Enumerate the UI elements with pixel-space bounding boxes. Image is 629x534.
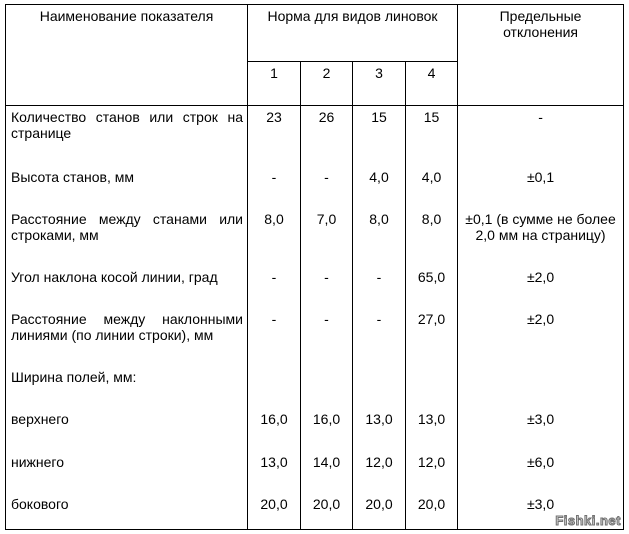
row-label: верхнего	[6, 408, 248, 451]
deviation-cell: -	[458, 106, 624, 166]
row-label: Расстояние между станами или строками, мм	[6, 208, 248, 266]
value-cell: 20,0	[353, 493, 406, 530]
table-row	[6, 308, 624, 366]
row-label: бокового	[6, 493, 248, 530]
value-cell: 13,0	[248, 451, 301, 493]
value-cell	[248, 366, 301, 408]
value-cell: 16,0	[248, 408, 301, 451]
deviation-cell: ±2,0	[458, 308, 624, 366]
row-label: Высота станов, мм	[6, 166, 248, 208]
value-cell: 20,0	[301, 493, 353, 530]
value-cell: 26	[301, 106, 353, 166]
col-header-type-2: 2	[301, 62, 353, 106]
value-cell: -	[248, 308, 301, 366]
col-header-type-3: 3	[353, 62, 406, 106]
col-header-norm-group: Норма для видов линовок	[248, 5, 458, 62]
header-row-main	[6, 5, 624, 62]
value-cell: 8,0	[406, 208, 458, 266]
value-cell: 23	[248, 106, 301, 166]
deviation-cell: ±3,0	[458, 493, 624, 530]
deviation-cell: ±3,0	[458, 408, 624, 451]
table-row	[6, 106, 624, 166]
col-header-name: Наименование показателя	[6, 5, 248, 106]
value-cell: 14,0	[301, 451, 353, 493]
value-cell	[301, 366, 353, 408]
row-label: Расстояние между наклонными линиями (по линии строки), мм	[6, 308, 248, 366]
col-header-type-1: 1	[248, 62, 301, 106]
value-cell: 8,0	[248, 208, 301, 266]
row-label: нижнего	[6, 451, 248, 493]
value-cell: 16,0	[301, 408, 353, 451]
value-cell: -	[248, 166, 301, 208]
value-cell: 15	[353, 106, 406, 166]
deviation-cell	[458, 366, 624, 408]
col-header-deviation: Предельные отклонения	[458, 5, 624, 106]
row-label: Количество станов или строк на странице	[6, 106, 248, 166]
value-cell: 13,0	[353, 408, 406, 451]
watermark: Fishki.net	[555, 513, 621, 528]
col-header-type-4: 4	[406, 62, 458, 106]
value-cell: 20,0	[248, 493, 301, 530]
value-cell: 15	[406, 106, 458, 166]
value-cell	[353, 366, 406, 408]
value-cell: -	[353, 308, 406, 366]
row-label: Ширина полей, мм:	[6, 366, 248, 408]
value-cell: 27,0	[406, 308, 458, 366]
value-cell: 7,0	[301, 208, 353, 266]
value-cell: -	[353, 266, 406, 308]
value-cell: 12,0	[406, 451, 458, 493]
table-row	[6, 166, 624, 208]
specification-table	[5, 4, 624, 530]
deviation-cell: ±6,0	[458, 451, 624, 493]
value-cell: -	[301, 266, 353, 308]
table-row	[6, 493, 624, 530]
value-cell: 4,0	[353, 166, 406, 208]
table-row	[6, 208, 624, 266]
row-label: Угол наклона косой линии, град	[6, 266, 248, 308]
table-row	[6, 266, 624, 308]
deviation-cell: ±0,1 (в сумме не более 2,0 мм на страницу)	[458, 208, 624, 266]
table-row	[6, 408, 624, 451]
table-row	[6, 366, 624, 408]
value-cell: -	[301, 166, 353, 208]
deviation-cell: ±2,0	[458, 266, 624, 308]
value-cell	[406, 366, 458, 408]
value-cell: 65,0	[406, 266, 458, 308]
value-cell: -	[248, 266, 301, 308]
value-cell: 8,0	[353, 208, 406, 266]
table-row	[6, 451, 624, 493]
deviation-cell: ±0,1	[458, 166, 624, 208]
value-cell: 13,0	[406, 408, 458, 451]
value-cell: 12,0	[353, 451, 406, 493]
value-cell: 20,0	[406, 493, 458, 530]
value-cell: -	[301, 308, 353, 366]
value-cell: 4,0	[406, 166, 458, 208]
